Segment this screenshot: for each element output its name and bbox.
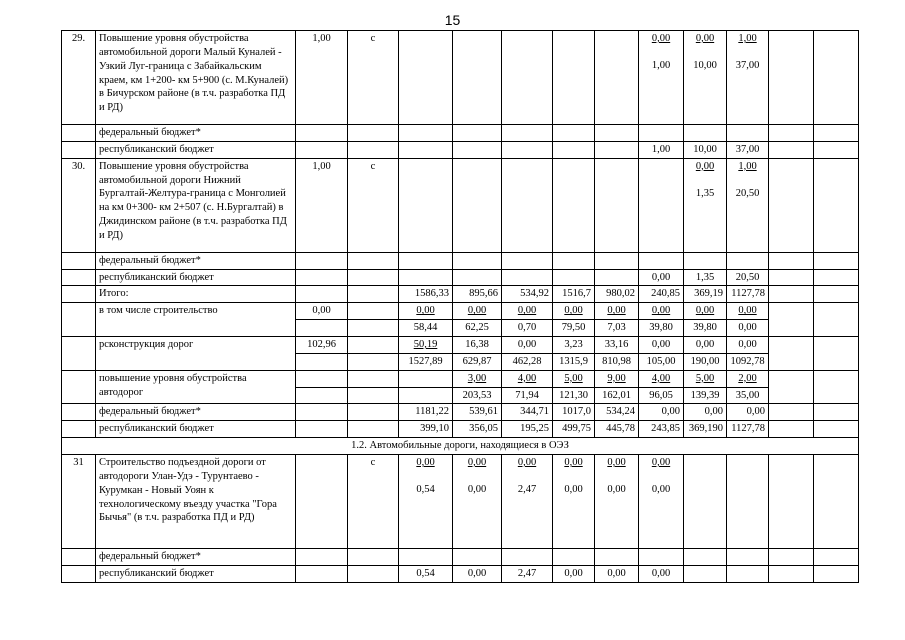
row-value: 1,00 (296, 158, 348, 252)
row-value-cell: 1,00 20,50 (727, 158, 769, 252)
row-number: 29. (62, 31, 96, 125)
table-row: в том числе строительство 0,00 0,00 58,44 0,00 62,25 0,00 0,70 0,00 79,50 0,00 7,03 0,00 39,80 0,00 39,80 0,00 0,00 (62, 303, 859, 337)
row-value-cell: 0,00 1,00 (639, 31, 684, 125)
row-value: 1,00 (296, 31, 348, 125)
row-label: федеральный бюджет* (96, 125, 296, 142)
table-row-total: Итого: 1586,33 895,66 534,92 1516,7 980,02 240,85 369,19 1127,78 (62, 286, 859, 303)
table-row: республиканский бюджет 0,54 0,00 2,47 0,00 0,00 0,00 (62, 565, 859, 582)
row-title: Повышение уровня обустройства автомобильной дороги Нижний Бургалтай-Желтура-граница с Монголией на км 0+300- км 2+507 (с. Н.Бургалтай) в Джидинском районе (в т.ч. разработка ПД и РД) (96, 158, 296, 252)
row-label: республиканский бюджет (96, 565, 296, 582)
row-label: федеральный бюджет* (96, 549, 296, 566)
row-title: Строительство подъездной дороги от автодороги Улан-Удэ - Турунтаево - Курумкан - Новый Уоян к технологическому въезду участка "Гора Бычья" (в т.ч. разработка ПД и РД) (96, 455, 296, 549)
section-header (62, 438, 859, 455)
section-title: 1.2. Автомобильные дороги, находящиеся в ОЭЗ (62, 438, 859, 455)
row-label: рсконструкция дорог (96, 337, 296, 371)
row-value-cell: 1,00 37,00 (727, 31, 769, 125)
row-value-cell: 0,00 1,35 (684, 158, 727, 252)
row-label: республиканский бюджет (96, 141, 296, 158)
row-value-cell: 0,00 10,00 (684, 31, 727, 125)
row-title: Повышение уровня обустройства автомобильной дороги Малый Куналей - Узкий Луг-граница с Забайкальским краем, км 1+200- км 5+900 (с. М.Куналей) в Бичурском районе (в т.ч. разработка ПД и РД) (96, 31, 296, 125)
row-label: федеральный бюджет* (96, 252, 296, 269)
budget-table (61, 30, 859, 583)
row-number: 31 (62, 455, 96, 549)
table-row (62, 158, 859, 252)
page-number: 15 (444, 12, 461, 28)
table-row (62, 31, 859, 125)
row-label: Итого: (96, 286, 296, 303)
row-number: 30. (62, 158, 96, 252)
row-label: федеральный бюджет* (96, 404, 296, 421)
row-label: республиканский бюджет (96, 269, 296, 286)
table-row (62, 252, 859, 269)
row-label: в том числе строительство (96, 303, 296, 337)
row-code: с (348, 455, 399, 549)
row-code: с (348, 31, 399, 125)
table-row: республиканский бюджет 0,00 1,35 20,50 (62, 269, 859, 286)
table-row: федеральный бюджет* 1181,22 539,61 344,71 1017,0 534,24 0,00 0,00 0,00 (62, 404, 859, 421)
table-row: 31 Строительство подъездной дороги от автодороги Улан-Удэ - Турунтаево - Курумкан - Новый Уоян к технологическому въезду участка "Гора Бычья" (в т.ч. разработка ПД и РД) с 0,00 0,54 0,00 0,00 0,00 2,47 0,00 0,00 0,00 0,00 0,00 0,00 (62, 455, 859, 549)
row-label: республиканский бюджет (96, 421, 296, 438)
table-row: повышение уровня обустройства автодорог 3,00 203,53 4,00 71,94 5,00 121,30 9,00 162,01 4,00 96,05 5,00 139,39 2,00 35,00 (62, 370, 859, 404)
row-code: с (348, 158, 399, 252)
row-label: повышение уровня обустройства автодорог (96, 370, 296, 404)
table-row (62, 549, 859, 566)
table-row: республиканский бюджет 399,10 356,05 195,25 499,75 445,78 243,85 369,190 1127,78 (62, 421, 859, 438)
table-row: республиканский бюджет 1,00 10,00 37,00 (62, 141, 859, 158)
table-row (62, 125, 859, 142)
table-row: рсконструкция дорог 102,96 50,19 1527,89 16,38 629,87 0,00 462,28 3,23 1315,9 33,16 810,98 0,00 105,00 0,00 190,00 0,00 1092,78 (62, 337, 859, 371)
